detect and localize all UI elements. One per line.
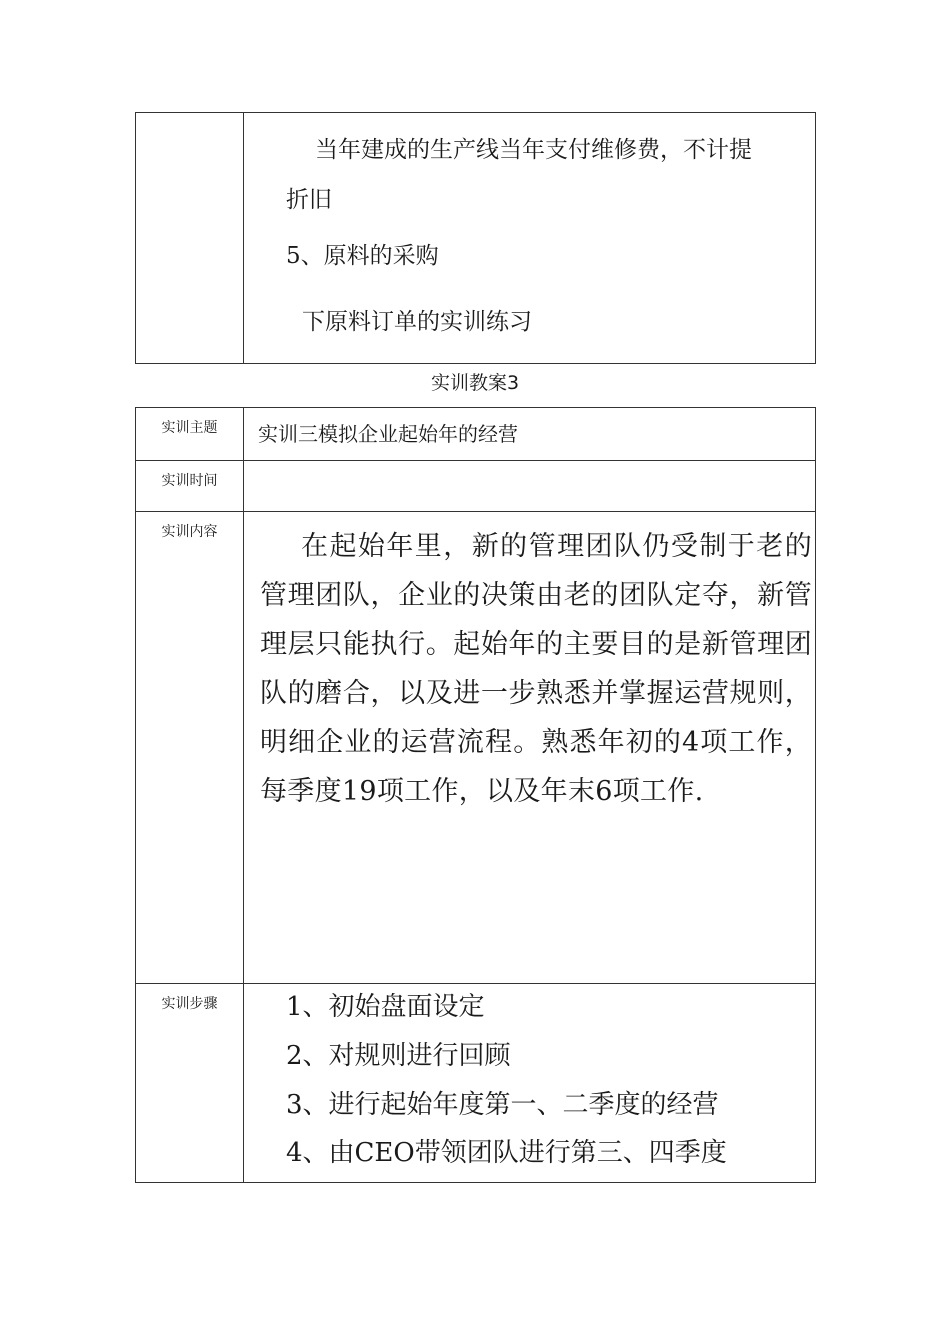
steps-cell — [244, 984, 815, 1182]
continuation-row — [136, 113, 815, 363]
time-label: 实训时间 — [136, 461, 244, 511]
continuation-heading: 5、原料的采购 — [286, 243, 439, 269]
topic-cell — [244, 408, 815, 460]
continuation-line: 当年建成的生产线当年支付维修费，不计提 — [315, 137, 752, 163]
continuation-table — [135, 112, 816, 364]
step-item: 2、对规则进行回顾 — [286, 1041, 511, 1071]
continuation-line: 下原料订单的实训练习 — [302, 309, 532, 335]
lesson-title: 实训教案3 — [430, 372, 520, 394]
lesson-table — [135, 407, 816, 1183]
content-paragraph: 在起始年里，新的管理团队仍受制于老的管理团队，企业的决策由老的团队定夺，新管理层只能执行。起始年的主要目的是新管理团队的磨合，以及进一步熟悉并掌握运营规则，明细企业的运营流程。熟悉年初的4项工作，每季度19项工作，以及年末6项工作. — [260, 531, 812, 807]
continuation-label-cell — [136, 113, 244, 363]
topic-label: 实训主题 — [136, 408, 244, 460]
step-item: 4、由CEO带领团队进行第三、四季度 — [286, 1138, 727, 1168]
time-row — [136, 460, 815, 511]
topic-row — [136, 408, 815, 460]
content-cell — [244, 512, 815, 983]
content-label: 实训内容 — [136, 512, 244, 983]
continuation-content-cell — [244, 113, 815, 363]
step-item: 3、进行起始年度第一、二季度的经营 — [286, 1090, 719, 1120]
topic-value: 实训三模拟企业起始年的经营 — [258, 422, 518, 446]
content-row — [136, 511, 815, 983]
steps-label: 实训步骤 — [136, 984, 244, 1182]
step-item: 1、初始盘面设定 — [286, 992, 485, 1022]
continuation-line: 折旧 — [286, 187, 332, 213]
steps-row — [136, 983, 815, 1182]
time-cell — [244, 461, 815, 511]
